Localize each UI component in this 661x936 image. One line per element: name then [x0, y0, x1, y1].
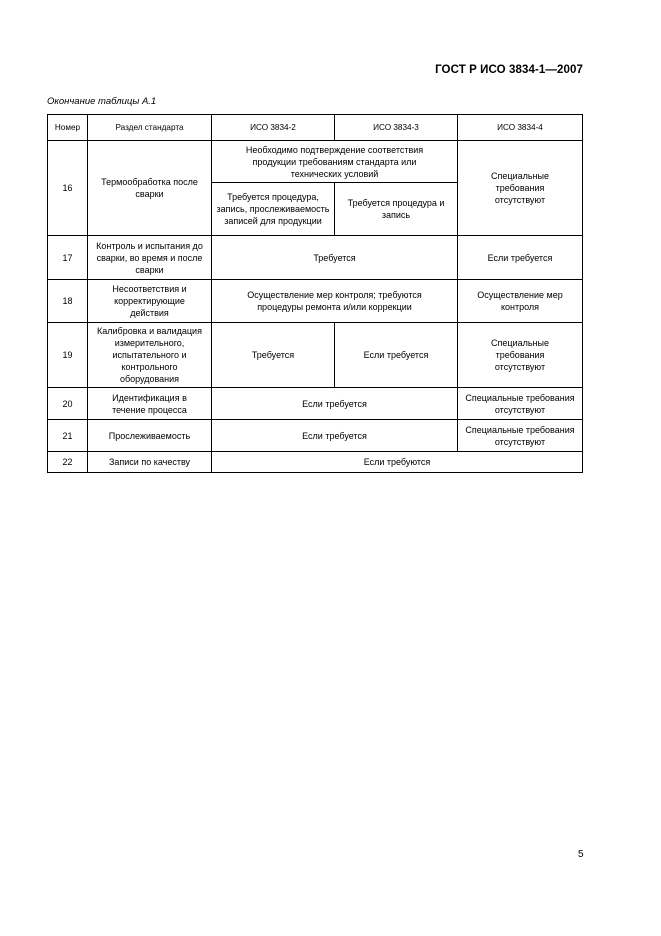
- merged-cell: Осуществление мер контроля; требуются процедуры ремонта и/или коррекции: [212, 280, 458, 323]
- table-row: [48, 452, 583, 473]
- document-title: ГОСТ Р ИСО 3834-1—2007: [435, 64, 583, 76]
- row-number: 17: [48, 236, 88, 280]
- row-section: Контроль и испытания до сварки, во время и после сварки: [88, 236, 212, 280]
- merged-cell: Требуется: [212, 236, 458, 280]
- column-header: ИСО 3834-2: [212, 115, 335, 141]
- iso4-cell: Специальные требования отсутствуют: [458, 388, 583, 420]
- iso4-cell: Специальные требования отсутствуют: [458, 141, 583, 236]
- column-header: Раздел стандарта: [88, 115, 212, 141]
- iso2-cell: Требуется процедура, запись, прослеживаемость записей для продукции: [212, 183, 335, 236]
- iso4-cell: Осуществление мер контроля: [458, 280, 583, 323]
- row-number: 18: [48, 280, 88, 323]
- iso4-cell: Специальные требования отсутствуют: [458, 323, 583, 388]
- table-row: [48, 420, 583, 452]
- iso3-cell: Требуется процедура и запись: [335, 183, 458, 236]
- merged-cell: Если требуются: [212, 452, 583, 473]
- row-section: Калибровка и валидация измерительного, испытательного и контрольного оборудования: [88, 323, 212, 388]
- merged-cell: Необходимо подтверждение соответствия продукции требованиям стандарта или технических условий: [212, 141, 458, 183]
- iso2-cell: Требуется: [212, 323, 335, 388]
- iso3-cell: Если требуется: [335, 323, 458, 388]
- table-row: [48, 280, 583, 323]
- iso4-cell: Специальные требования отсутствуют: [458, 420, 583, 452]
- table-caption: Окончание таблицы А.1: [47, 96, 157, 107]
- row-section: Прослеживаемость: [88, 420, 212, 452]
- merged-cell: Если требуется: [212, 420, 458, 452]
- iso4-cell: Если требуется: [458, 236, 583, 280]
- row-section: Несоответствия и корректирующие действия: [88, 280, 212, 323]
- row-number: 22: [48, 452, 88, 473]
- column-header: ИСО 3834-3: [335, 115, 458, 141]
- row-number: 16: [48, 141, 88, 236]
- row-section: Идентификация в течение процесса: [88, 388, 212, 420]
- row-section: Термообработка после сварки: [88, 141, 212, 236]
- table-row: [48, 236, 583, 280]
- merged-cell: Если требуется: [212, 388, 458, 420]
- column-header: Номер: [48, 115, 88, 141]
- row-number: 20: [48, 388, 88, 420]
- row-number: 21: [48, 420, 88, 452]
- table-row: [48, 388, 583, 420]
- table-row: [48, 323, 583, 388]
- row-section: Записи по качеству: [88, 452, 212, 473]
- column-header: ИСО 3834-4: [458, 115, 583, 141]
- page-number: 5: [578, 849, 584, 860]
- requirements-table: [47, 114, 583, 473]
- table-header-row: [48, 115, 583, 141]
- table-row: [48, 141, 583, 183]
- row-number: 19: [48, 323, 88, 388]
